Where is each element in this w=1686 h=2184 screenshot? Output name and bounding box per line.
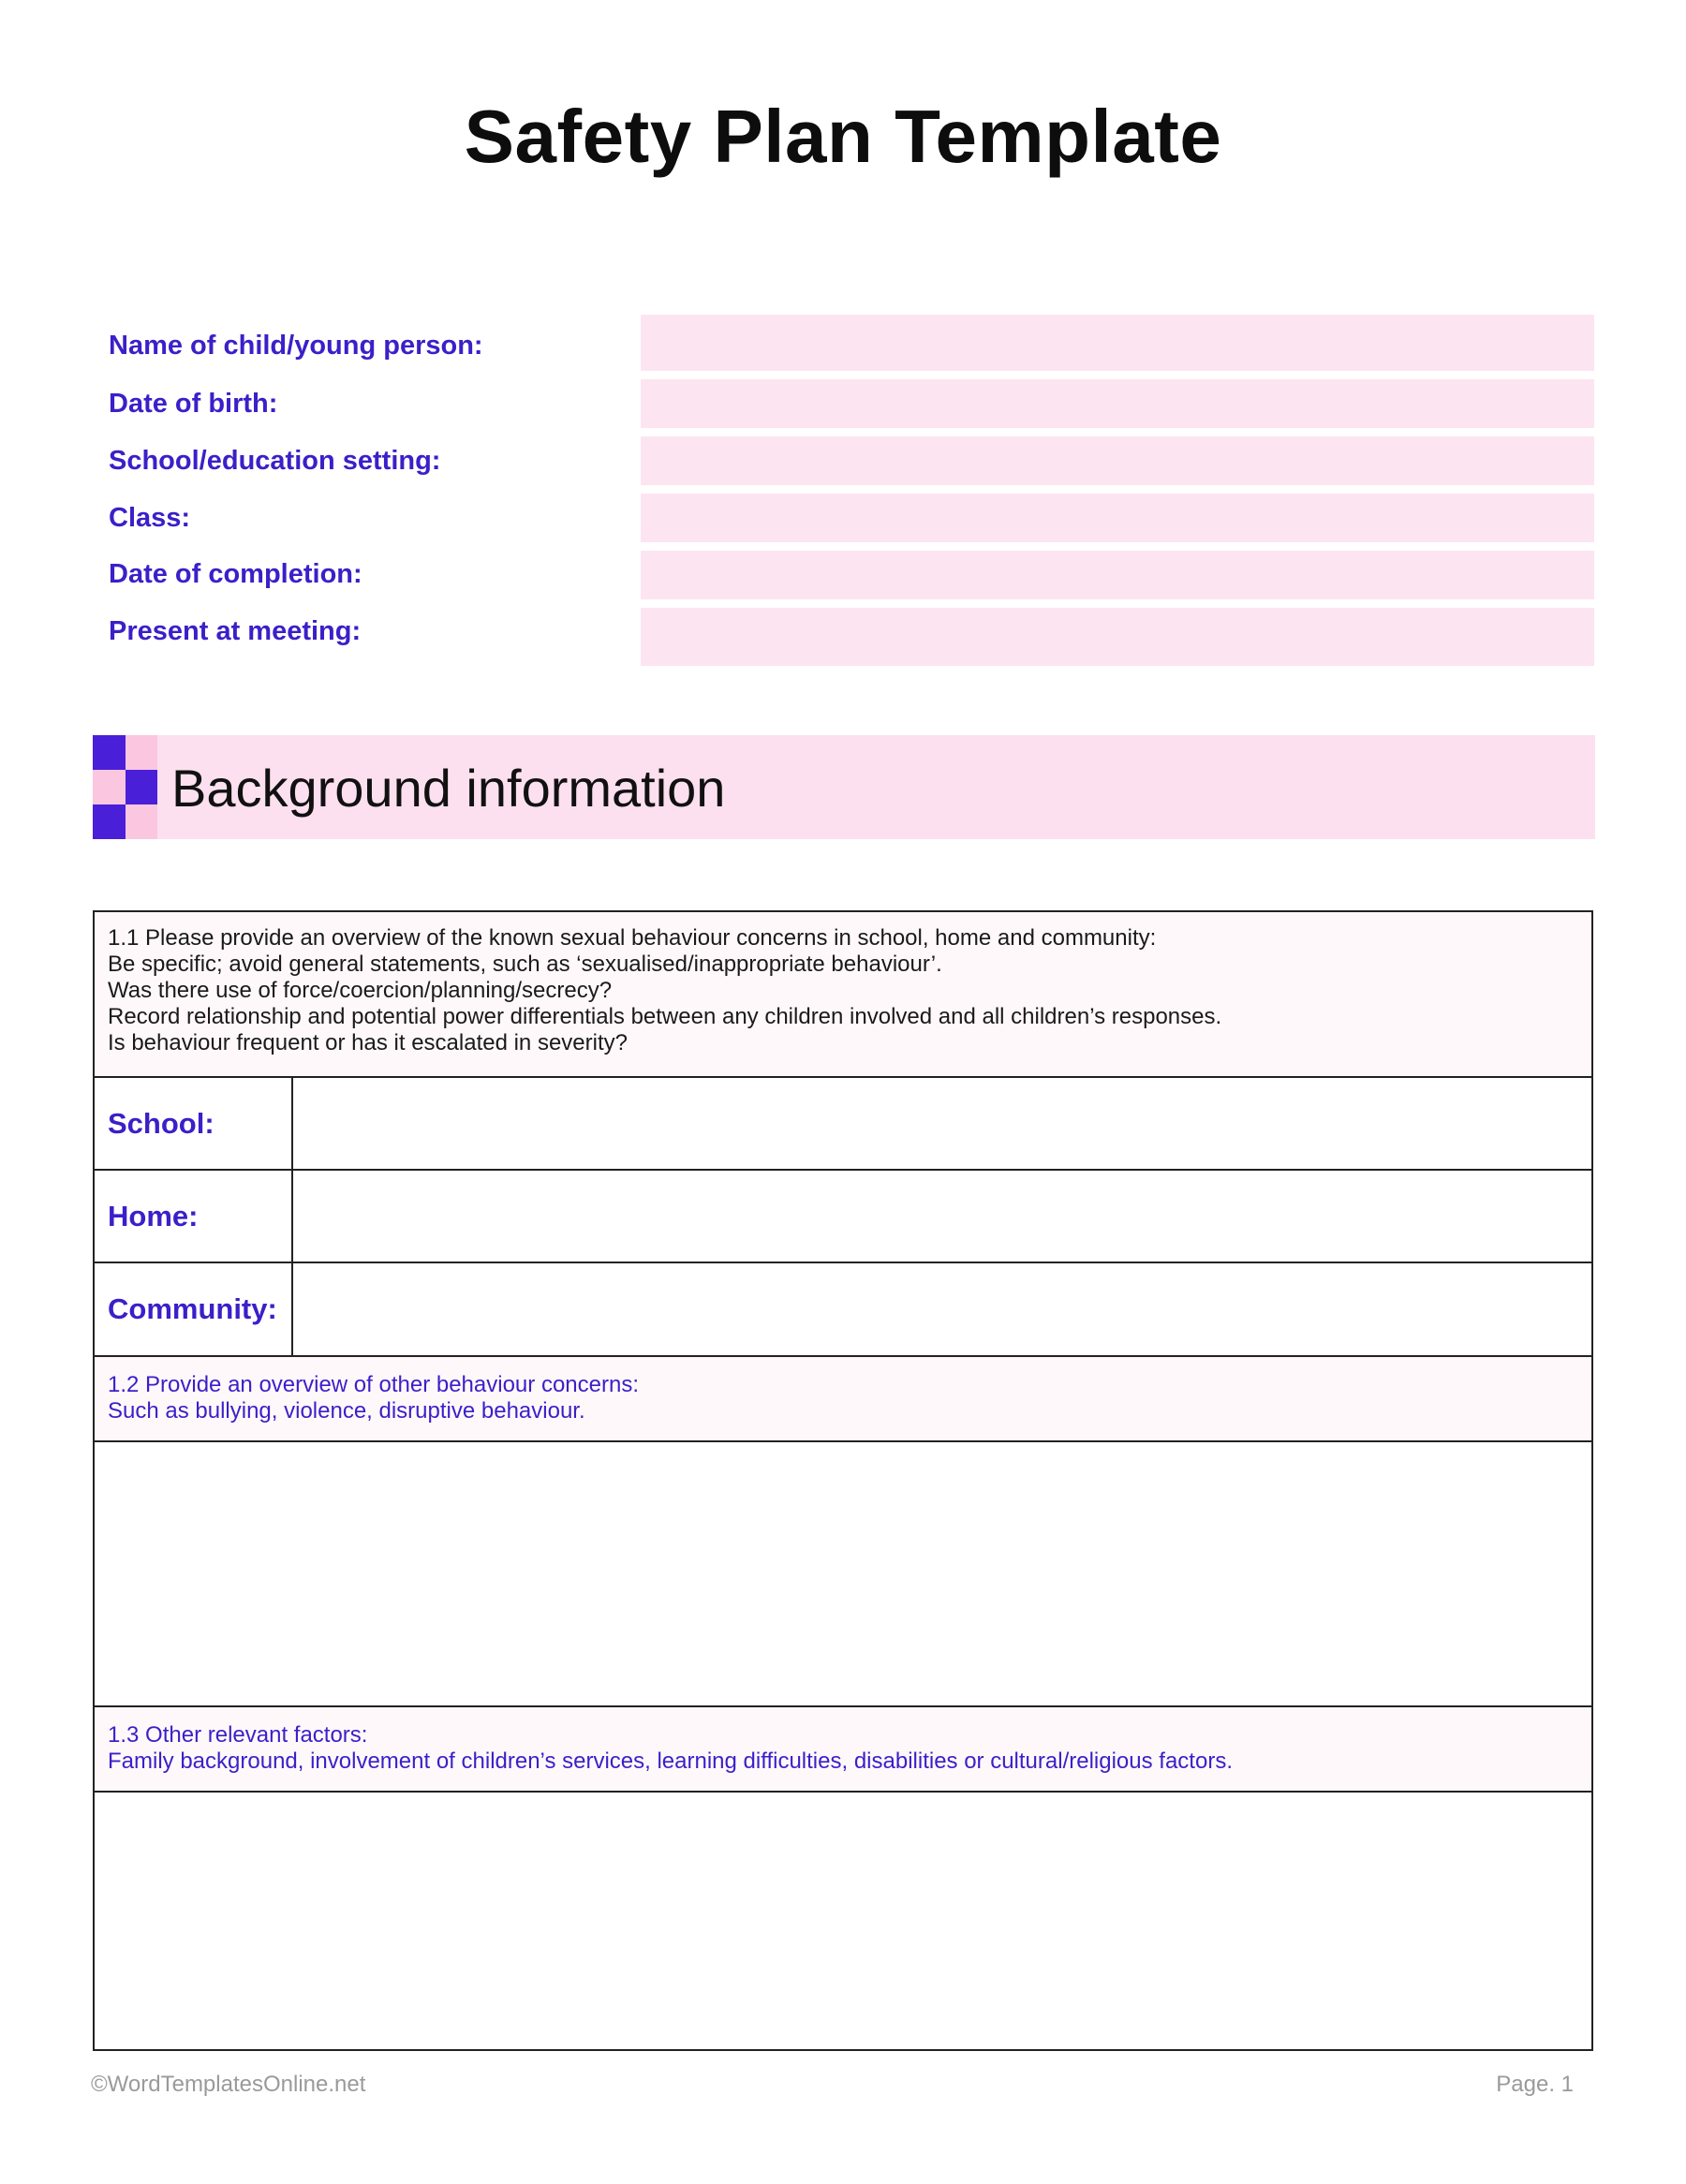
label-home: Home:	[95, 1171, 293, 1262]
section-header	[93, 735, 1595, 839]
input-home[interactable]	[293, 1171, 1591, 1262]
q1-line: Record relationship and potential power differentials between any children involved and all children’s responses.	[108, 1004, 1222, 1029]
checker-decoration	[93, 735, 157, 839]
input-school[interactable]	[293, 1078, 1591, 1169]
input-class[interactable]	[641, 494, 1594, 542]
q1-line: Be specific; avoid general statements, such as ‘sexualised/inappropriate behaviour’.	[108, 952, 942, 977]
q2-answer-area[interactable]	[95, 1442, 1591, 1707]
q3-answer-area[interactable]	[95, 1793, 1591, 2049]
label-class: Class:	[109, 503, 191, 533]
input-child-name[interactable]	[641, 315, 1594, 371]
section-title: Background information	[171, 759, 726, 818]
input-school-setting[interactable]	[641, 436, 1594, 485]
page-title: Safety Plan Template	[464, 95, 1222, 178]
row-community	[95, 1263, 1591, 1357]
q1-line: 1.1 Please provide an overview of the known sexual behaviour concerns in school, home and community:	[108, 925, 1157, 951]
q3-line: Family background, involvement of children’s services, learning difficulties, disabilities or cultural/religious factors.	[108, 1749, 1233, 1774]
row-home	[95, 1171, 1591, 1263]
q1-line: Is behaviour frequent or has it escalated in severity?	[108, 1030, 628, 1055]
q1-instructions	[95, 912, 1591, 1078]
input-date-of-completion[interactable]	[641, 551, 1594, 599]
background-form-table	[93, 910, 1593, 2051]
q2-line: 1.2 Provide an overview of other behaviour concerns:	[108, 1372, 639, 1397]
label-present-at-meeting: Present at meeting:	[109, 616, 362, 646]
footer-copyright: ©WordTemplatesOnline.net	[91, 2072, 366, 2097]
q2-instructions	[95, 1357, 1591, 1442]
q3-line: 1.3 Other relevant factors:	[108, 1722, 368, 1748]
q1-line: Was there use of force/coercion/planning/secrecy?	[108, 978, 613, 1003]
label-school-setting: School/education setting:	[109, 446, 441, 476]
q2-line: Such as bullying, violence, disruptive behaviour.	[108, 1398, 585, 1424]
q3-instructions	[95, 1707, 1591, 1793]
label-community: Community:	[95, 1263, 293, 1355]
footer-page-number: Page. 1	[1496, 2072, 1574, 2097]
label-school: School:	[95, 1078, 293, 1169]
label-date-of-birth: Date of birth:	[109, 389, 278, 419]
label-date-of-completion: Date of completion:	[109, 559, 362, 589]
row-school	[95, 1078, 1591, 1171]
input-community[interactable]	[293, 1263, 1591, 1355]
input-present-at-meeting[interactable]	[641, 608, 1594, 666]
label-child-name: Name of child/young person:	[109, 331, 483, 361]
input-date-of-birth[interactable]	[641, 379, 1594, 428]
